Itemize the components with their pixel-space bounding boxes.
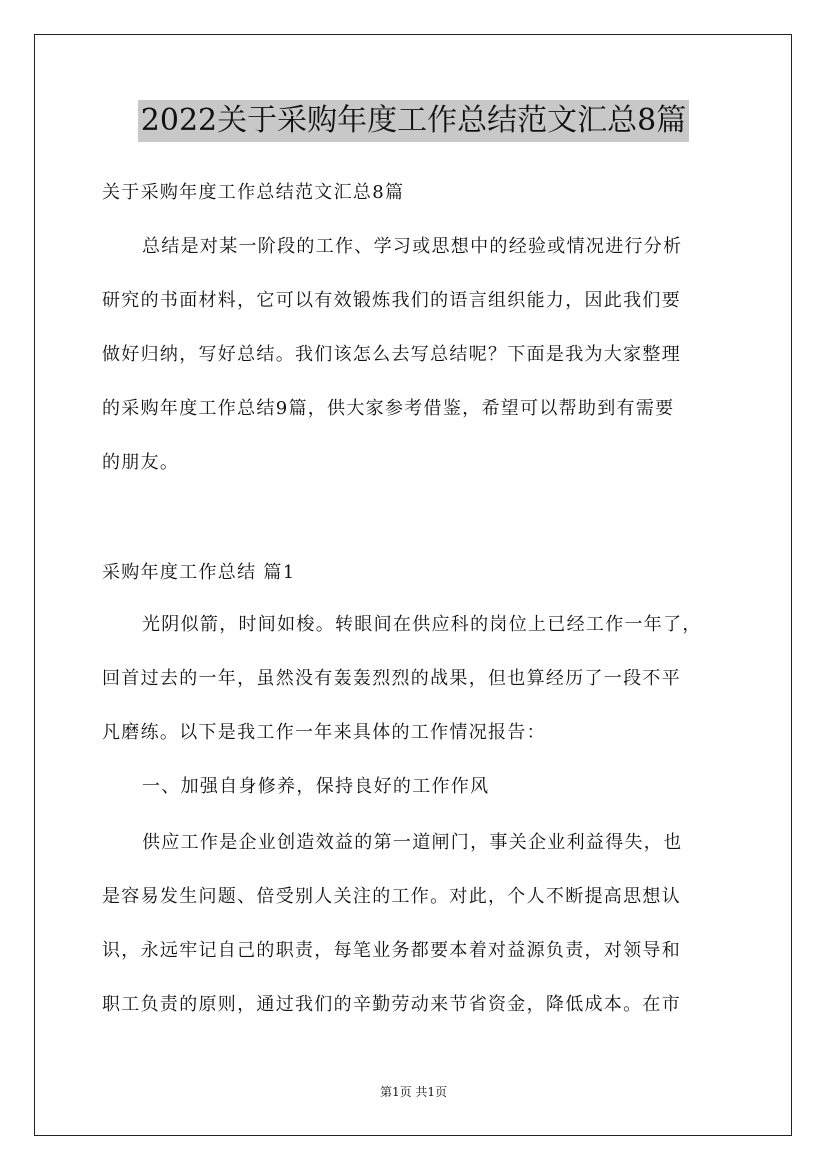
intro-line: 研究的书面材料，它可以有效锻炼我们的语言组织能力，因此我们要 xyxy=(102,290,681,311)
intro-line: 的采购年度工作总结9篇，供大家参考借鉴，希望可以帮助到有需要 xyxy=(102,398,675,419)
section-heading: 采购年度工作总结 篇1 xyxy=(102,562,296,583)
title-container xyxy=(0,100,827,142)
intro-line: 的朋友。 xyxy=(102,452,180,473)
section-line: 凡磨练。以下是我工作一年来具体的工作情况报告： xyxy=(102,722,546,743)
document-subtitle: 关于采购年度工作总结范文汇总8篇 xyxy=(102,182,405,203)
intro-line: 做好归纳，写好总结。我们该怎么去写总结呢？下面是我为大家整理 xyxy=(102,344,681,365)
section-line: 回首过去的一年，虽然没有轰轰烈烈的战果，但也算经历了一段不平 xyxy=(102,668,681,689)
intro-line: 总结是对某一阶段的工作、学习或思想中的经验或情况进行分析 xyxy=(142,236,683,257)
body-line: 是容易发生问题、倍受别人关注的工作。对此，个人不断提高思想认 xyxy=(102,886,681,907)
page-footer xyxy=(0,1084,827,1100)
body-line: 供应工作是企业创造效益的第一道闸门，事关企业利益得失，也 xyxy=(142,832,683,853)
document-title: 2022关于采购年度工作总结范文汇总8篇 xyxy=(138,100,689,142)
section-line: 光阴似箭，时间如梭。转眼间在供应科的岗位上已经工作一年了， xyxy=(142,614,702,635)
body-line: 识，永远牢记自己的职责，每笔业务都要本着对益源负责，对领导和 xyxy=(102,940,681,961)
body-line: 职工负责的原则，通过我们的辛勤劳动来节省资金，降低成本。在市 xyxy=(102,994,681,1015)
subheading: 一、加强自身修养，保持良好的工作作风 xyxy=(142,776,490,797)
page-number-label: 第1页 共1页 xyxy=(379,1085,448,1099)
